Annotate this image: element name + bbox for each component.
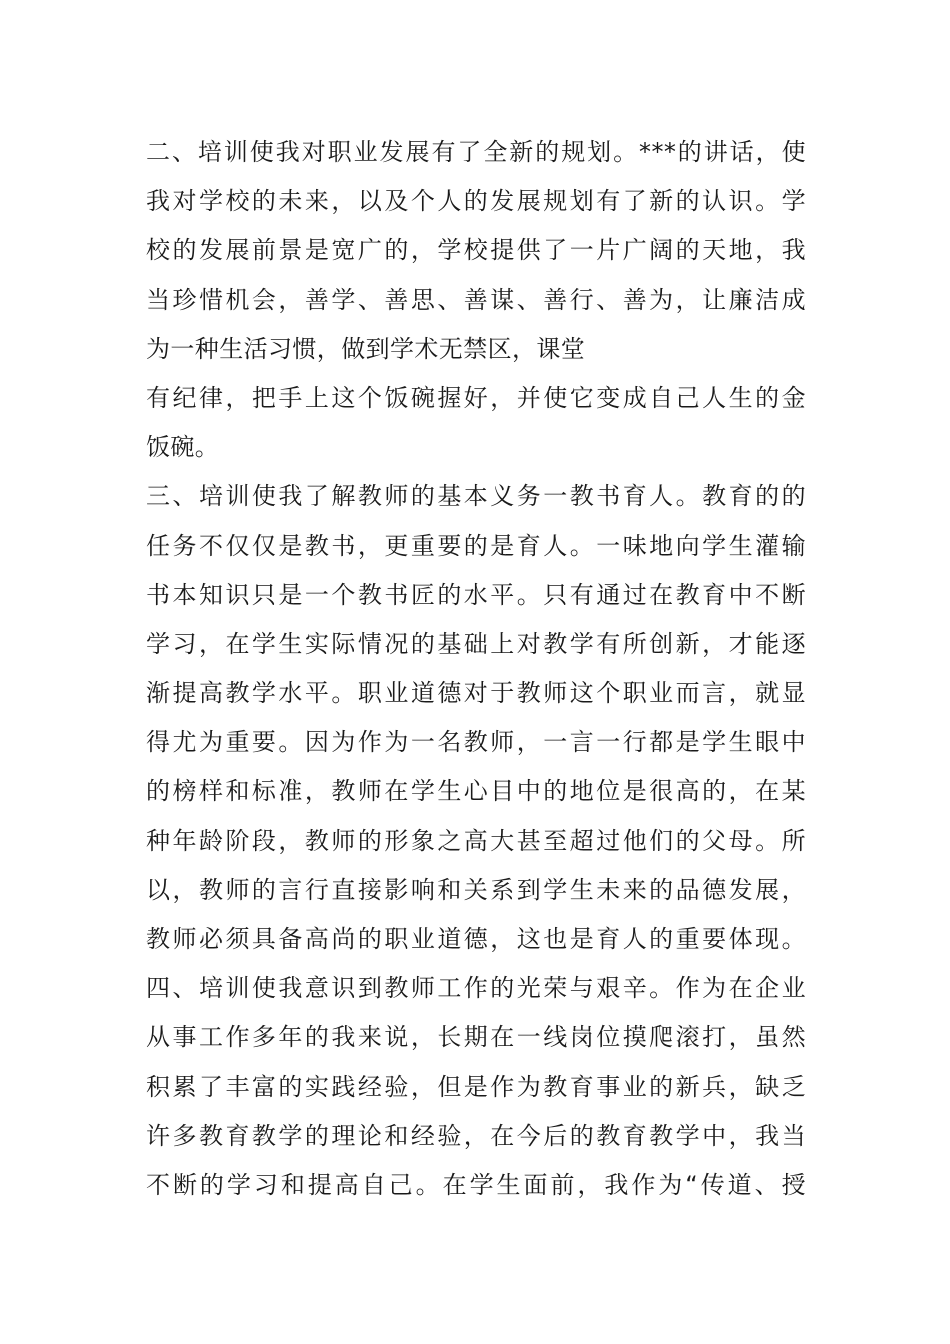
text-line: 教师必须具备高尚的职业道德，这也是育人的重要体现。: [146, 925, 806, 953]
text-line: 渐提高教学水平。职业道德对于教师这个职业而言，就显: [146, 679, 806, 708]
text-line: 学习，在学生实际情况的基础上对教学有所创新，才能逐: [146, 629, 806, 658]
text-line: 得尤为重要。因为作为一名教师，一言一行都是学生眼中: [146, 728, 806, 757]
text-line: 从事工作多年的我来说，长期在一线岗位摸爬滚打，虽然: [146, 1023, 806, 1052]
text-line: 校的发展前景是宽广的，学校提供了一片广阔的天地，我: [146, 236, 806, 265]
text-line: 种年龄阶段，教师的形象之高大甚至超过他们的父母。所: [146, 826, 806, 855]
text-line: 积累了丰富的实践经验，但是作为教育事业的新兵，缺乏: [146, 1072, 806, 1101]
text-line: 许多教育教学的理论和经验，在今后的教育教学中，我当: [146, 1121, 806, 1150]
text-line: 我对学校的未来，以及个人的发展规划有了新的认识。学: [146, 187, 806, 216]
text-line: 四、培训使我意识到教师工作的光荣与艰辛。作为在企业: [146, 974, 806, 1003]
text-line: 三、培训使我了解教师的基本义务一教书育人。教育的的: [146, 482, 806, 511]
text-line: 不断的学习和提高自己。在学生面前，我作为“传道、授: [146, 1170, 806, 1199]
text-line: 饭碗。: [146, 433, 220, 462]
text-line: 任务不仅仅是教书，更重要的是育人。一味地向学生灌输: [146, 531, 806, 560]
text-line: 当珍惜机会，善学、善思、善谋、善行、善为，让廉洁成: [146, 285, 806, 314]
text-line: 书本知识只是一个教书匠的水平。只有通过在教育中不断: [146, 580, 806, 609]
text-line: 有纪律，把手上这个饭碗握好，并使它变成自己人生的金: [146, 383, 806, 412]
text-line: 以，教师的言行直接影响和关系到学生未来的品德发展，: [146, 875, 806, 904]
text-line: 为一种生活习惯，做到学术无禁区，课堂: [146, 334, 586, 363]
text-line: 的榜样和标准，教师在学生心目中的地位是很高的，在某: [146, 777, 806, 806]
text-line: 二、培训使我对职业发展有了全新的规划。***的讲话，使: [146, 138, 806, 166]
document-body: [146, 128, 806, 1210]
